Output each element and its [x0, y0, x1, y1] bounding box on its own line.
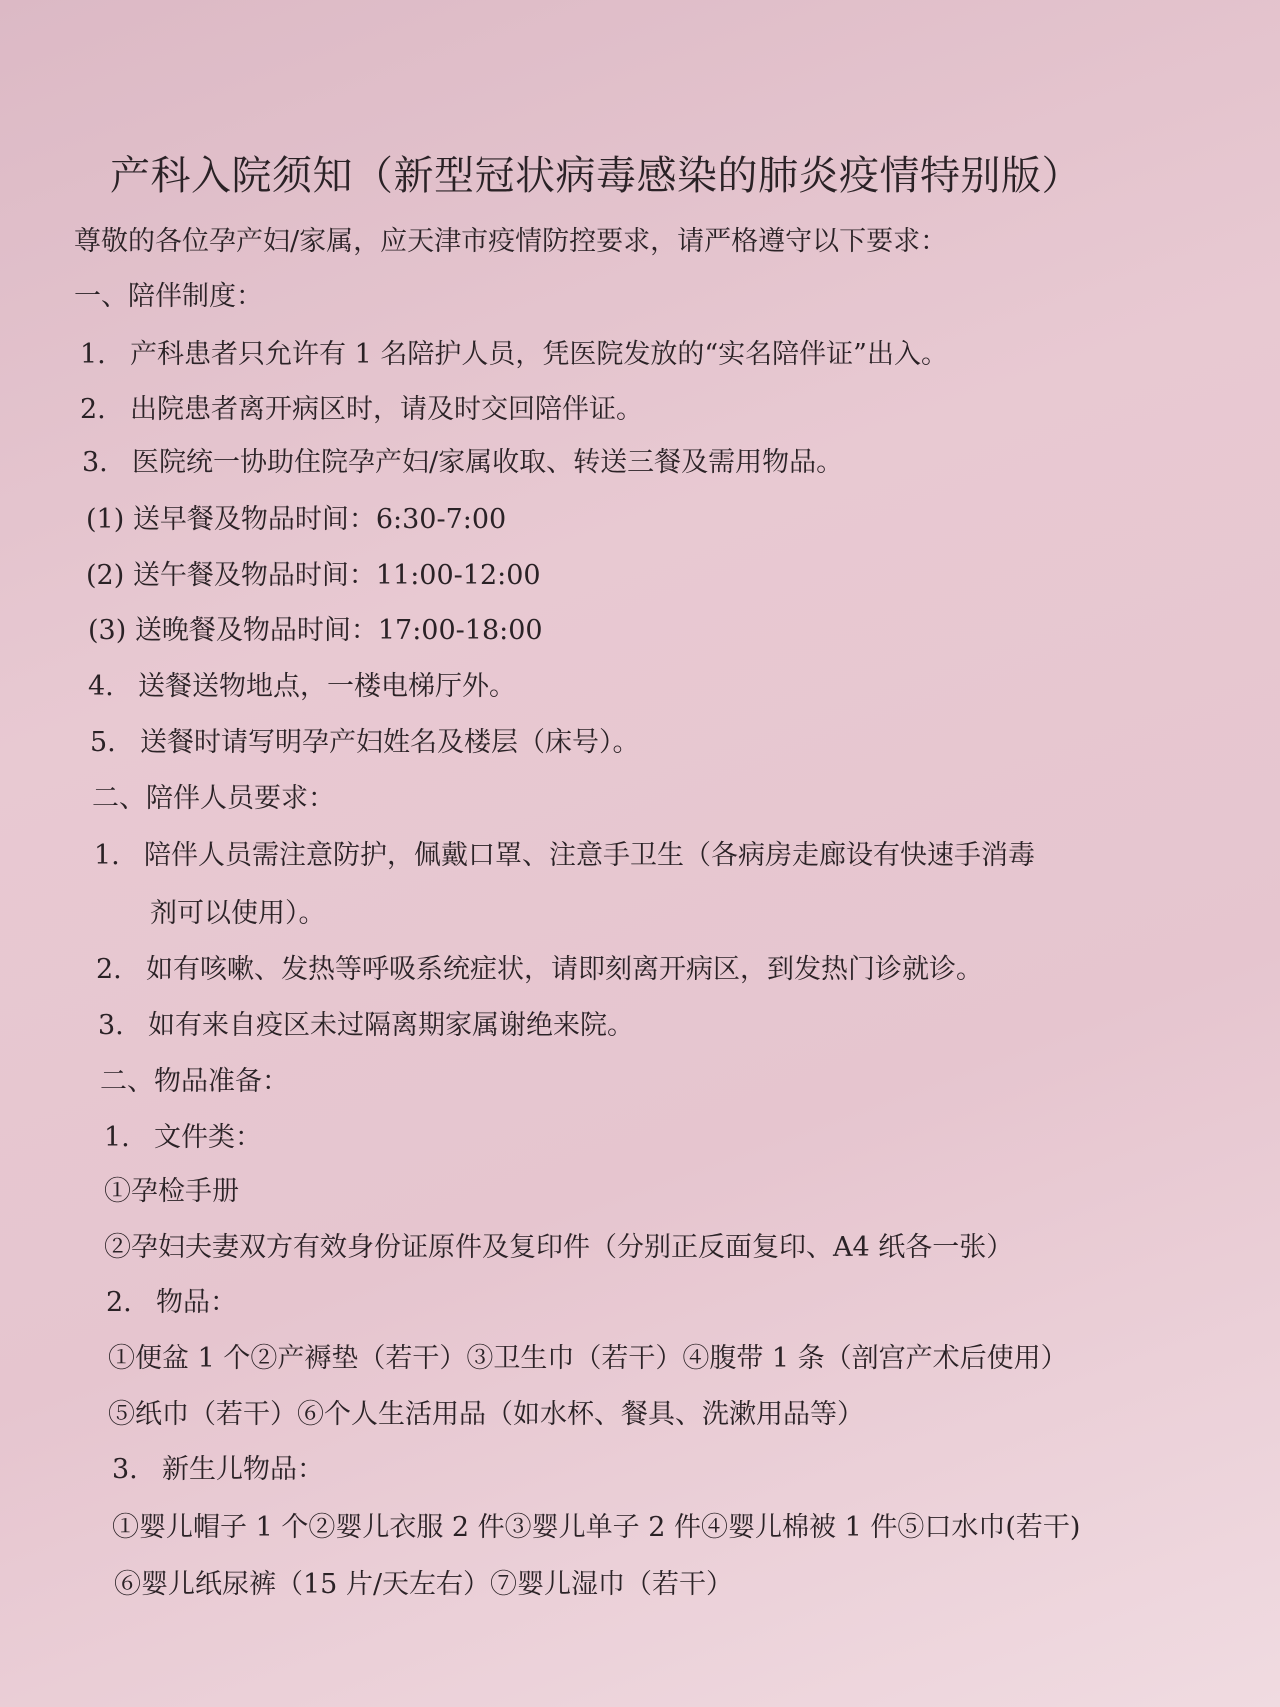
- detail-line: ⑤纸巾（若干）⑥个人生活用品（如水杯、餐具、洗漱用品等）: [108, 1399, 864, 1430]
- item-text: 医院统一协助住院孕产妇/家属收取、转送三餐及需用物品。: [132, 447, 844, 478]
- item-text: 出院患者离开病区时，请及时交回陪伴证。: [130, 394, 643, 425]
- detail-line: ②孕妇夫妻双方有效身份证原件及复印件（分别正反面复印、A4 纸各一张）: [104, 1232, 1014, 1263]
- list-item: [90, 723, 640, 763]
- item-text: 陪伴人员需注意防护，佩戴口罩、注意手卫生（各病房走廊设有快速手消毒: [144, 840, 1035, 871]
- list-item: [104, 1118, 262, 1158]
- item-text: 如有咳嗽、发热等呼吸系统症状，请即刻离开病区，到发热门诊就诊。: [146, 954, 983, 985]
- item-number: 3.: [112, 1454, 138, 1485]
- list-item: [98, 1006, 634, 1046]
- sub-item-text: 送晚餐及物品时间：17:00-18:00: [134, 615, 543, 646]
- list-item: [82, 443, 843, 483]
- list-item: [96, 950, 983, 990]
- section2-heading: 二、陪伴人员要求：: [92, 783, 335, 814]
- list-item: [88, 667, 516, 707]
- list-item: [80, 390, 643, 430]
- intro-text: 尊敬的各位孕产妇/家属，应天津市疫情防控要求，请严格遵守以下要求：: [74, 226, 948, 257]
- item-text: 产科患者只允许有 1 名陪护人员，凭医院发放的“实名陪伴证”出入。: [130, 339, 948, 370]
- item-text: 如有来自疫区未过隔离期家属谢绝来院。: [148, 1010, 634, 1041]
- item-number: 5.: [90, 727, 116, 758]
- item-number: 1.: [94, 840, 120, 871]
- list-item: [94, 836, 1035, 876]
- sub-item-number: (2): [86, 560, 125, 591]
- sub-item-text: 送早餐及物品时间：6:30-7:00: [132, 504, 507, 535]
- detail-line: ①孕检手册: [104, 1176, 239, 1207]
- detail-line: ⑥婴儿纸尿裤（15 片/天左右）⑦婴儿湿巾（若干）: [114, 1569, 734, 1600]
- detail-line: ①便盆 1 个②产褥垫（若干）③卫生巾（若干）④腹带 1 条（剖宫产术后使用）: [108, 1343, 1068, 1374]
- detail-line: ①婴儿帽子 1 个②婴儿衣服 2 件③婴儿单子 2 件④婴儿棉被 1 件⑤口水巾(若干): [112, 1512, 1081, 1543]
- list-item: [80, 335, 948, 375]
- item-text: 送餐时请写明孕产妇姓名及楼层（床号）。: [140, 727, 640, 758]
- item-number: 2.: [80, 394, 106, 425]
- section3-heading: 二、物品准备：: [100, 1066, 289, 1097]
- item-number: 3.: [98, 1010, 124, 1041]
- item-number: 3.: [82, 447, 108, 478]
- item-number: 2.: [96, 954, 122, 985]
- sub-item-number: (3): [88, 615, 127, 646]
- sub-item: [86, 556, 541, 596]
- item-number: 2.: [106, 1287, 132, 1318]
- item-number: 4.: [88, 671, 114, 702]
- section1-heading: 一、陪伴制度：: [74, 281, 263, 312]
- item-text: 新生儿物品：: [162, 1454, 324, 1485]
- sub-item-number: (1): [86, 504, 125, 535]
- item-text: 送餐送物地点，一楼电梯厅外。: [138, 671, 516, 702]
- item-text: 物品：: [156, 1287, 237, 1318]
- sub-item-text: 送午餐及物品时间：11:00-12:00: [132, 560, 541, 591]
- item-number: 1.: [80, 339, 106, 370]
- item-text: 文件类：: [154, 1122, 262, 1153]
- item-number: 1.: [104, 1122, 130, 1153]
- sub-item: [88, 611, 543, 651]
- notice-title: 产科入院须知（新型冠状病毒感染的肺炎疫情特别版）: [110, 153, 1082, 199]
- list-item: [106, 1283, 237, 1323]
- list-item: [112, 1450, 324, 1490]
- sub-item: [86, 500, 506, 540]
- item-continuation: 剂可以使用）。: [150, 898, 326, 929]
